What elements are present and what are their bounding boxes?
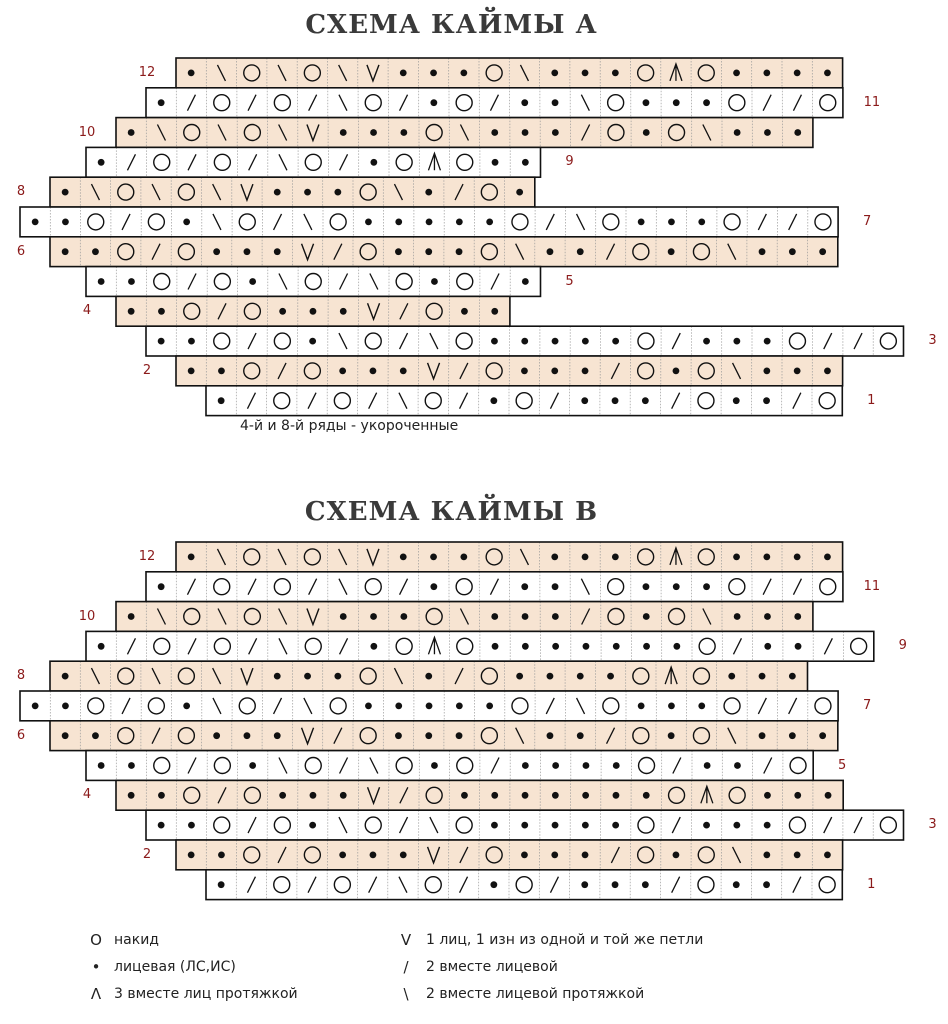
stitch-symbol [642,881,649,888]
stitch-symbol [581,881,588,888]
stitch-symbol [612,822,619,829]
stitch-symbol [613,792,620,799]
stitch-symbol [213,732,220,739]
stitch-symbol [643,643,650,650]
row-number: 11 [863,578,881,594]
row-number: 1 [867,876,876,892]
stitch-symbol [249,762,256,769]
stitch-symbol [98,762,105,769]
stitch-symbol [703,583,710,590]
stitch-symbol [825,792,832,799]
stitch-symbol [583,643,590,650]
stitch-symbol [158,792,165,799]
stitch-symbol [824,554,831,561]
stitch-symbol [577,732,584,739]
row-number: 7 [862,697,872,713]
stitch-symbol [759,732,766,739]
stitch-symbol [158,583,165,590]
stitch-symbol [128,762,135,769]
legend-symbol: / [403,958,409,976]
stitch-symbol [274,732,281,739]
chart-a-note: 4-й и 8-й ряды - укороченные [240,418,459,434]
stitch-symbol [763,881,770,888]
stitch-symbol [370,613,377,620]
row-number: 5 [838,757,847,773]
stitch-symbol [794,852,801,859]
stitch-symbol [395,732,402,739]
legend-symbol: \ [403,985,409,1003]
stitch-symbol [370,643,377,650]
stitch-symbol [430,554,437,561]
stitch-symbol [704,762,711,769]
stitch-symbol [491,613,498,620]
row-number: 3 [928,333,937,349]
stitch-symbol [668,703,675,710]
stitch-symbol [244,732,251,739]
stitch-symbol [668,732,675,739]
stitch-symbol [522,613,529,620]
stitch-symbol [547,673,554,680]
stitch-symbol [552,583,559,590]
stitch-symbol [764,792,771,799]
stitch-symbol [733,822,740,829]
stitch-symbol [188,822,195,829]
row-number: 6 [16,243,26,259]
row-number: 3 [928,817,937,833]
stitch-symbol [764,613,771,620]
stitch-symbol [158,822,165,829]
stitch-symbol [430,583,437,590]
row-number: 12 [138,548,156,564]
row-number: 9 [565,154,574,170]
stitch-symbol [62,732,69,739]
stitch-symbol [552,792,559,799]
stitch-symbol [577,673,584,680]
row-number: 5 [565,273,574,289]
stitch-symbol [764,643,771,650]
stitch-symbol [334,673,341,680]
stitch-symbol [521,822,528,829]
legend-label: 1 лиц, 1 изн из одной и той же петли [426,932,704,948]
stitch-symbol [340,792,347,799]
stitch-symbol [183,703,190,710]
stitch-symbol [613,643,620,650]
stitch-symbol [62,673,69,680]
row-number: 9 [898,638,907,654]
stitch-symbol [728,673,735,680]
stitch-symbol [188,554,195,561]
row-number: 6 [16,727,26,743]
stitch-symbol [521,852,528,859]
row-number: 12 [138,64,156,80]
legend-symbol: V [400,931,412,949]
stitch-symbol [733,881,740,888]
chart-row-bg [206,870,842,900]
stitch-symbol [824,852,831,859]
stitch-symbol [789,673,796,680]
stitch-symbol [486,703,493,710]
stitch-symbol [279,792,286,799]
stitch-symbol [794,554,801,561]
stitch-symbol [763,554,770,561]
stitch-symbol [612,554,619,561]
stitch-symbol [794,613,801,620]
stitch-symbol [340,613,347,620]
stitch-symbol [395,703,402,710]
stitch-symbol [703,822,710,829]
stitch-symbol [582,554,589,561]
legend-label: накид [114,932,159,948]
row-number: 10 [78,608,96,624]
stitch-symbol [552,643,559,650]
stitch-symbol [431,762,438,769]
stitch-symbol [583,762,590,769]
stitch-symbol [789,732,796,739]
row-number: 4 [82,787,92,803]
stitch-symbol [643,792,650,799]
stitch-symbol [673,852,680,859]
stitch-symbol [547,732,554,739]
stitch-symbol [400,613,407,620]
stitch-symbol [425,732,432,739]
stitch-symbol [491,792,498,799]
stitch-symbol [128,792,135,799]
stitch-symbol [339,852,346,859]
stitch-symbol [92,732,99,739]
stitch-symbol [425,673,432,680]
stitch-symbol [62,703,69,710]
stitch-symbol [759,673,766,680]
stitch-symbol [310,792,317,799]
row-number: 11 [863,94,881,110]
legend-label: 2 вместе лицевой протяжкой [426,986,645,1002]
stitch-symbol [734,762,741,769]
stitch-symbol [552,822,559,829]
legend-symbol: O [90,931,102,949]
stitch-symbol [128,613,135,620]
row-number: 4 [82,303,92,319]
stitch-symbol [643,613,650,620]
stitch-symbol [764,822,771,829]
stitch-symbol [613,762,620,769]
stitch-symbol [32,703,39,710]
legend-label: 3 вместе лиц протяжкой [114,986,298,1002]
stitch-symbol [582,852,589,859]
stitch-symbol [819,732,826,739]
stitch-symbol [456,732,463,739]
row-number: 2 [142,846,152,862]
stitch-symbol [551,852,558,859]
chart-a-title: СХЕМА КАЙМЫ А [305,10,598,40]
row-number: 1 [867,392,876,408]
stitch-symbol [733,554,740,561]
stitch-symbol [612,881,619,888]
stitch-symbol [365,703,372,710]
stitch-symbol [188,852,195,859]
stitch-symbol [552,762,559,769]
stitch-symbol [426,703,433,710]
stitch-symbol [638,703,645,710]
stitch-symbol [522,762,529,769]
row-number: 8 [16,668,26,684]
stitch-symbol [98,643,105,650]
stitch-symbol [521,583,528,590]
row-number: 7 [862,213,872,229]
stitch-symbol [304,673,311,680]
stitch-symbol [734,613,741,620]
stitch-symbol [309,822,316,829]
stitch-symbol [218,852,225,859]
legend-symbol: Λ [90,985,102,1003]
stitch-symbol [582,822,589,829]
stitch-symbol [551,554,558,561]
stitch-symbol [522,792,529,799]
stitch-symbol [643,583,650,590]
stitch-symbol [582,792,589,799]
row-number: 2 [142,362,152,378]
stitch-symbol [400,852,407,859]
row-number: 10 [78,124,96,140]
stitch-symbol [522,643,529,650]
row-number: 8 [16,184,26,200]
stitch-symbol [274,673,281,680]
chart-b-title: СХЕМА КАЙМЫ В [304,497,599,527]
stitch-symbol [491,822,498,829]
stitch-symbol [370,852,377,859]
stitch-symbol [552,613,559,620]
legend-symbol: • [91,958,101,976]
stitch-symbol [460,554,467,561]
legend-label: лицевая (ЛС,ИС) [114,959,236,975]
stitch-symbol [400,554,407,561]
stitch-symbol [461,792,468,799]
stitch-symbol [490,881,497,888]
stitch-symbol [795,643,802,650]
stitch-symbol [516,673,523,680]
stitch-symbol [763,852,770,859]
stitch-symbol [698,703,705,710]
stitch-symbol [607,673,614,680]
legend-label: 2 вместе лицевой [426,959,558,975]
stitch-symbol [492,643,499,650]
stitch-symbol [794,792,801,799]
stitch-symbol [673,583,680,590]
stitch-symbol [673,643,680,650]
stitch-symbol [456,703,463,710]
stitch-symbol [218,881,225,888]
